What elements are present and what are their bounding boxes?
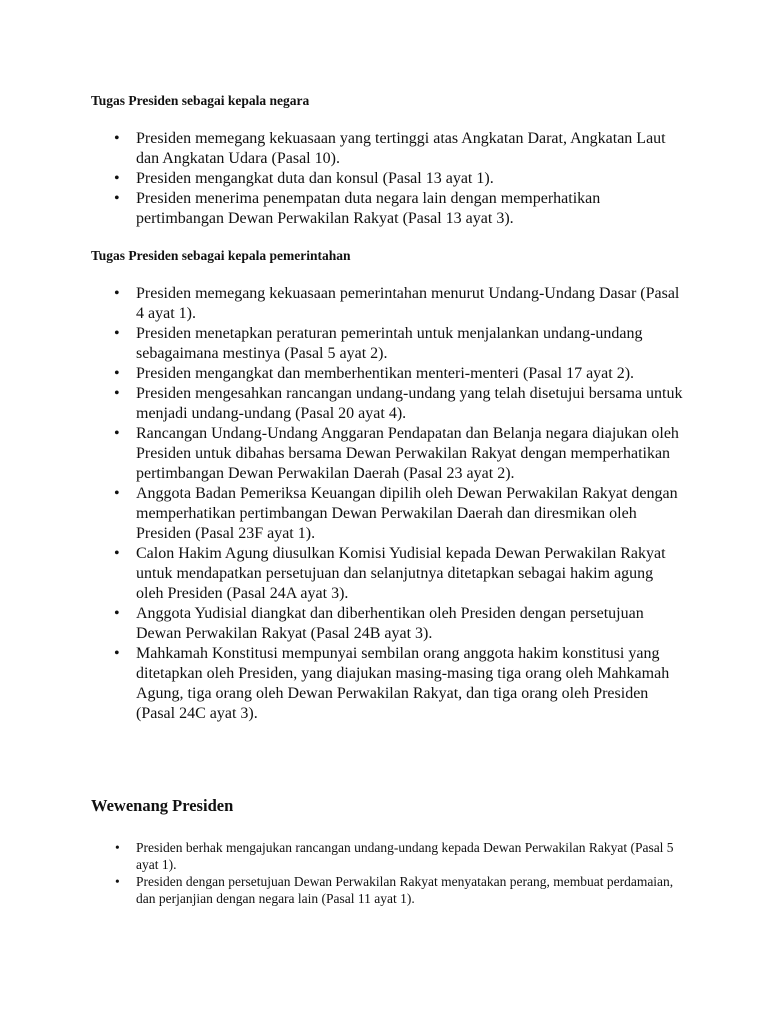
list-item: [0, 324, 684, 364]
list-item-text: Mahkamah Konstitusi mempunyai sembilan orang anggota hakim konstitusi yang ditetapkan oleh Presiden, yang diajukan masing-masing tiga orang oleh Mahkamah Agung, tiga orang oleh Dewan Perwakilan Rakyat, dan tiga orang oleh Presiden (Pasal 24C ayat 3).: [136, 645, 670, 722]
list-item: [0, 484, 684, 544]
bullet-icon: •: [114, 425, 120, 442]
list-item-text: Presiden memegang kekuasaan pemerintahan menurut Undang-Undang Dasar (Pasal 4 ayat 1).: [136, 285, 680, 322]
bullet-icon: •: [114, 485, 120, 502]
list-item-text: Anggota Yudisial diangkat dan diberhentikan oleh Presiden dengan persetujuan Dewan Perwakilan Rakyat (Pasal 24B ayat 3).: [136, 605, 644, 642]
list-kepala-negara: [0, 129, 684, 229]
list-item-text: Presiden menerima penempatan duta negara lain dengan memperhatikan pertimbangan Dewan Perwakilan Rakyat (Pasal 13 ayat 3).: [136, 190, 601, 227]
bullet-icon: •: [114, 365, 120, 382]
list-item: [0, 544, 684, 604]
bullet-icon: •: [114, 605, 120, 622]
bullet-icon: •: [114, 325, 120, 342]
bullet-icon: •: [114, 385, 120, 402]
list-wewenang: [0, 839, 684, 907]
list-item: [0, 384, 684, 424]
list-item: [0, 284, 684, 324]
list-item: [0, 873, 684, 907]
list-item-text: Presiden mengesahkan rancangan undang-undang yang telah disetujui bersama untuk menjadi undang-undang (Pasal 20 ayat 4).: [136, 385, 683, 422]
list-item: [0, 839, 684, 873]
list-item: [0, 169, 684, 189]
list-item: [0, 364, 684, 384]
list-item: [0, 129, 684, 169]
bullet-icon: •: [115, 840, 120, 855]
list-item-text: Rancangan Undang-Undang Anggaran Pendapatan dan Belanja negara diajukan oleh Presiden untuk dibahas bersama Dewan Perwakilan Rakyat dengan memperhatikan pertimbangan Dewan Perwakilan Daerah (Pasal 23 ayat 2).: [136, 425, 679, 482]
list-item-text: Presiden memegang kekuasaan yang tertinggi atas Angkatan Darat, Angkatan Laut dan Angkatan Udara (Pasal 10).: [136, 130, 666, 167]
section-heading-wewenang: Wewenang Presiden: [91, 796, 234, 815]
list-item-text: Calon Hakim Agung diusulkan Komisi Yudisial kepada Dewan Perwakilan Rakyat untuk mendapatkan persetujuan dan selanjutnya ditetapkan sebagai hakim agung oleh Presiden (Pasal 24A ayat 3).: [136, 545, 666, 602]
list-item-text: Anggota Badan Pemeriksa Keuangan dipilih oleh Dewan Perwakilan Rakyat dengan memperhatikan pertimbangan Dewan Perwakilan Daerah dan diresmikan oleh Presiden (Pasal 23F ayat 1).: [136, 485, 678, 542]
list-item-text: Presiden menetapkan peraturan pemerintah untuk menjalankan undang-undang sebagaimana mestinya (Pasal 5 ayat 2).: [136, 325, 643, 362]
bullet-icon: •: [114, 285, 120, 302]
list-item-text: Presiden mengangkat dan memberhentikan menteri-menteri (Pasal 17 ayat 2).: [136, 365, 635, 382]
bullet-icon: •: [114, 190, 120, 207]
list-item-text: Presiden mengangkat duta dan konsul (Pasal 13 ayat 1).: [136, 170, 494, 187]
list-item-text: Presiden dengan persetujuan Dewan Perwakilan Rakyat menyatakan perang, membuat perdamaian, dan perjanjian dengan negara lain (Pasal 11 ayat 1).: [136, 874, 674, 906]
bullet-icon: •: [114, 545, 120, 562]
list-kepala-pemerintahan: [0, 284, 684, 724]
list-item: [0, 189, 684, 229]
bullet-icon: •: [114, 170, 120, 187]
section-heading-kepala-pemerintahan: Tugas Presiden sebagai kepala pemerintahan: [91, 248, 351, 263]
list-item: [0, 604, 684, 644]
bullet-icon: •: [114, 645, 120, 662]
bullet-icon: •: [114, 130, 120, 147]
list-item: [0, 424, 684, 484]
section-heading-kepala-negara: Tugas Presiden sebagai kepala negara: [91, 93, 310, 108]
list-item: [0, 644, 684, 724]
bullet-icon: •: [115, 874, 120, 889]
list-item-text: Presiden berhak mengajukan rancangan undang-undang kepada Dewan Perwakilan Rakyat (Pasal 5 ayat 1).: [136, 840, 674, 872]
